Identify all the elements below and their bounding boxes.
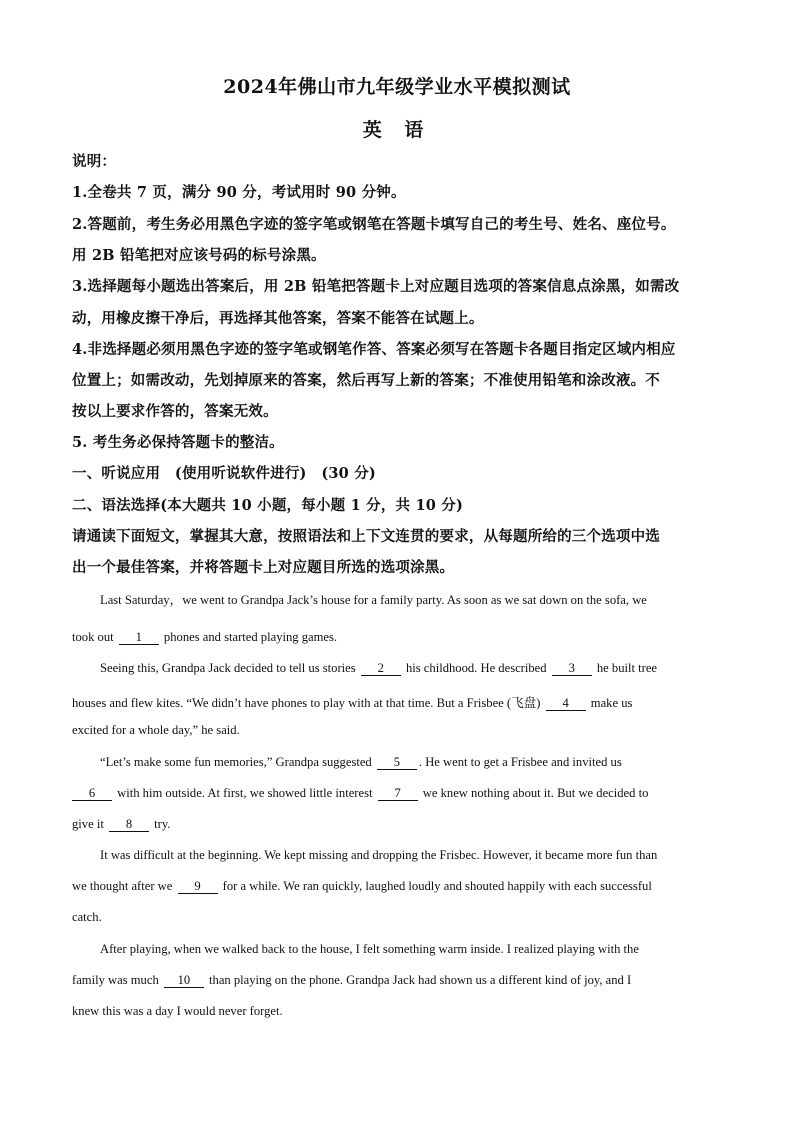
instruction-line: 动，用橡皮擦干净后，再选择其他答案，答案不能答在试题上。 (72, 310, 484, 327)
instruction-line: 按以上要求作答的，答案无效。 (72, 403, 278, 420)
blank-1: 1 (119, 631, 159, 645)
instruction-line: 1.全卷共 7 页，满分 90 分，考试用时 90 分钟。 (72, 184, 406, 201)
passage-line: we thought after we 9 for a while. We ran quickly, laughed loudly and shouted happily with each successful (72, 879, 652, 893)
passage-line: After playing, when we walked back to the house, I felt something warm inside. I realized playing with the (100, 942, 639, 956)
passage-line: houses and flew kites. “We didn’t have phones to play with at that time. But a Frisbee (飞盘) 4 make us (72, 696, 633, 710)
instruction-line: 5. 考生务必保持答题卡的整洁。 (72, 434, 284, 451)
passage-line: give it 8 try. (72, 817, 171, 831)
blank-4: 4 (546, 697, 586, 711)
instruction-line: 3.选择题每小题选出答案后，用 2B 铅笔把答题卡上对应题目选项的答案信息点涂黑，如需改 (72, 278, 680, 295)
passage-line: Last Saturday，we went to Grandpa Jack’s house for a family party. As soon as we sat down on the sofa, we (100, 593, 647, 607)
passage-line: took out 1 phones and started playing games. (72, 630, 338, 644)
passage-line: family was much 10 than playing on the phone. Grandpa Jack had shown us a different kind of joy, and I (72, 973, 632, 987)
passage-line: 6 with him outside. At first, we showed little interest 7 we knew nothing about it. But we decided to (72, 786, 732, 801)
blank-3: 3 (552, 662, 592, 676)
blank-7: 7 (378, 787, 418, 801)
passage-line: It was difficult at the beginning. We kept missing and dropping the Frisbec. However, it became more fun than (100, 848, 658, 862)
passage-line: knew this was a day I would never forget. (72, 1004, 283, 1018)
instruction-line: 4.非选择题必须用黑色字迹的签字笔或钢笔作答、答案必须写在答题卡各题目指定区域内相应 (72, 341, 676, 358)
instruction-line: 用 2B 铅笔把对应该号码的标号涂黑。 (72, 247, 326, 264)
blank-10: 10 (164, 974, 204, 988)
blank-9: 9 (178, 880, 218, 894)
passage-line: Seeing this, Grandpa Jack decided to tell us stories 2 his childhood. He described 3 he built tree (100, 661, 658, 675)
exam-title: 2024年佛山市九年级学业水平模拟测试 (223, 76, 571, 98)
instructions-heading: 说明： (72, 153, 117, 170)
blank-8: 8 (109, 818, 149, 832)
blank-2: 2 (361, 662, 401, 676)
passage-line: “Let’s make some fun memories,” Grandpa suggested 5 . He went to get a Frisbee and invited us (100, 755, 622, 769)
section-directions: 出一个最佳答案，并将答题卡上对应题目所选的选项涂黑。 (72, 559, 455, 576)
section-grammar: 二、语法选择(本大题共 10 小题，每小题 1 分，共 10 分) (72, 497, 464, 514)
passage-line: catch. (72, 910, 102, 924)
subject-title: 英 语 (362, 119, 432, 141)
blank-6: 6 (72, 787, 112, 801)
instruction-line: 位置上；如需改动，先划掉原来的答案，然后再写上新的答案；不准使用铅笔和涂改液。不 (72, 372, 660, 389)
passage-line: excited for a whole day,” he said. (72, 723, 240, 737)
section-listening: 一、听说应用 (使用听说软件进行) (30 分) (72, 465, 376, 482)
section-directions: 请通读下面短文，掌握其大意，按照语法和上下文连贯的要求，从每题所给的三个选项中选 (72, 528, 660, 545)
blank-5: 5 (377, 756, 417, 770)
instruction-line: 2.答题前，考生务必用黑色字迹的签字笔或钢笔在答题卡填写自己的考生号、姓名、座位号。 (72, 216, 676, 233)
